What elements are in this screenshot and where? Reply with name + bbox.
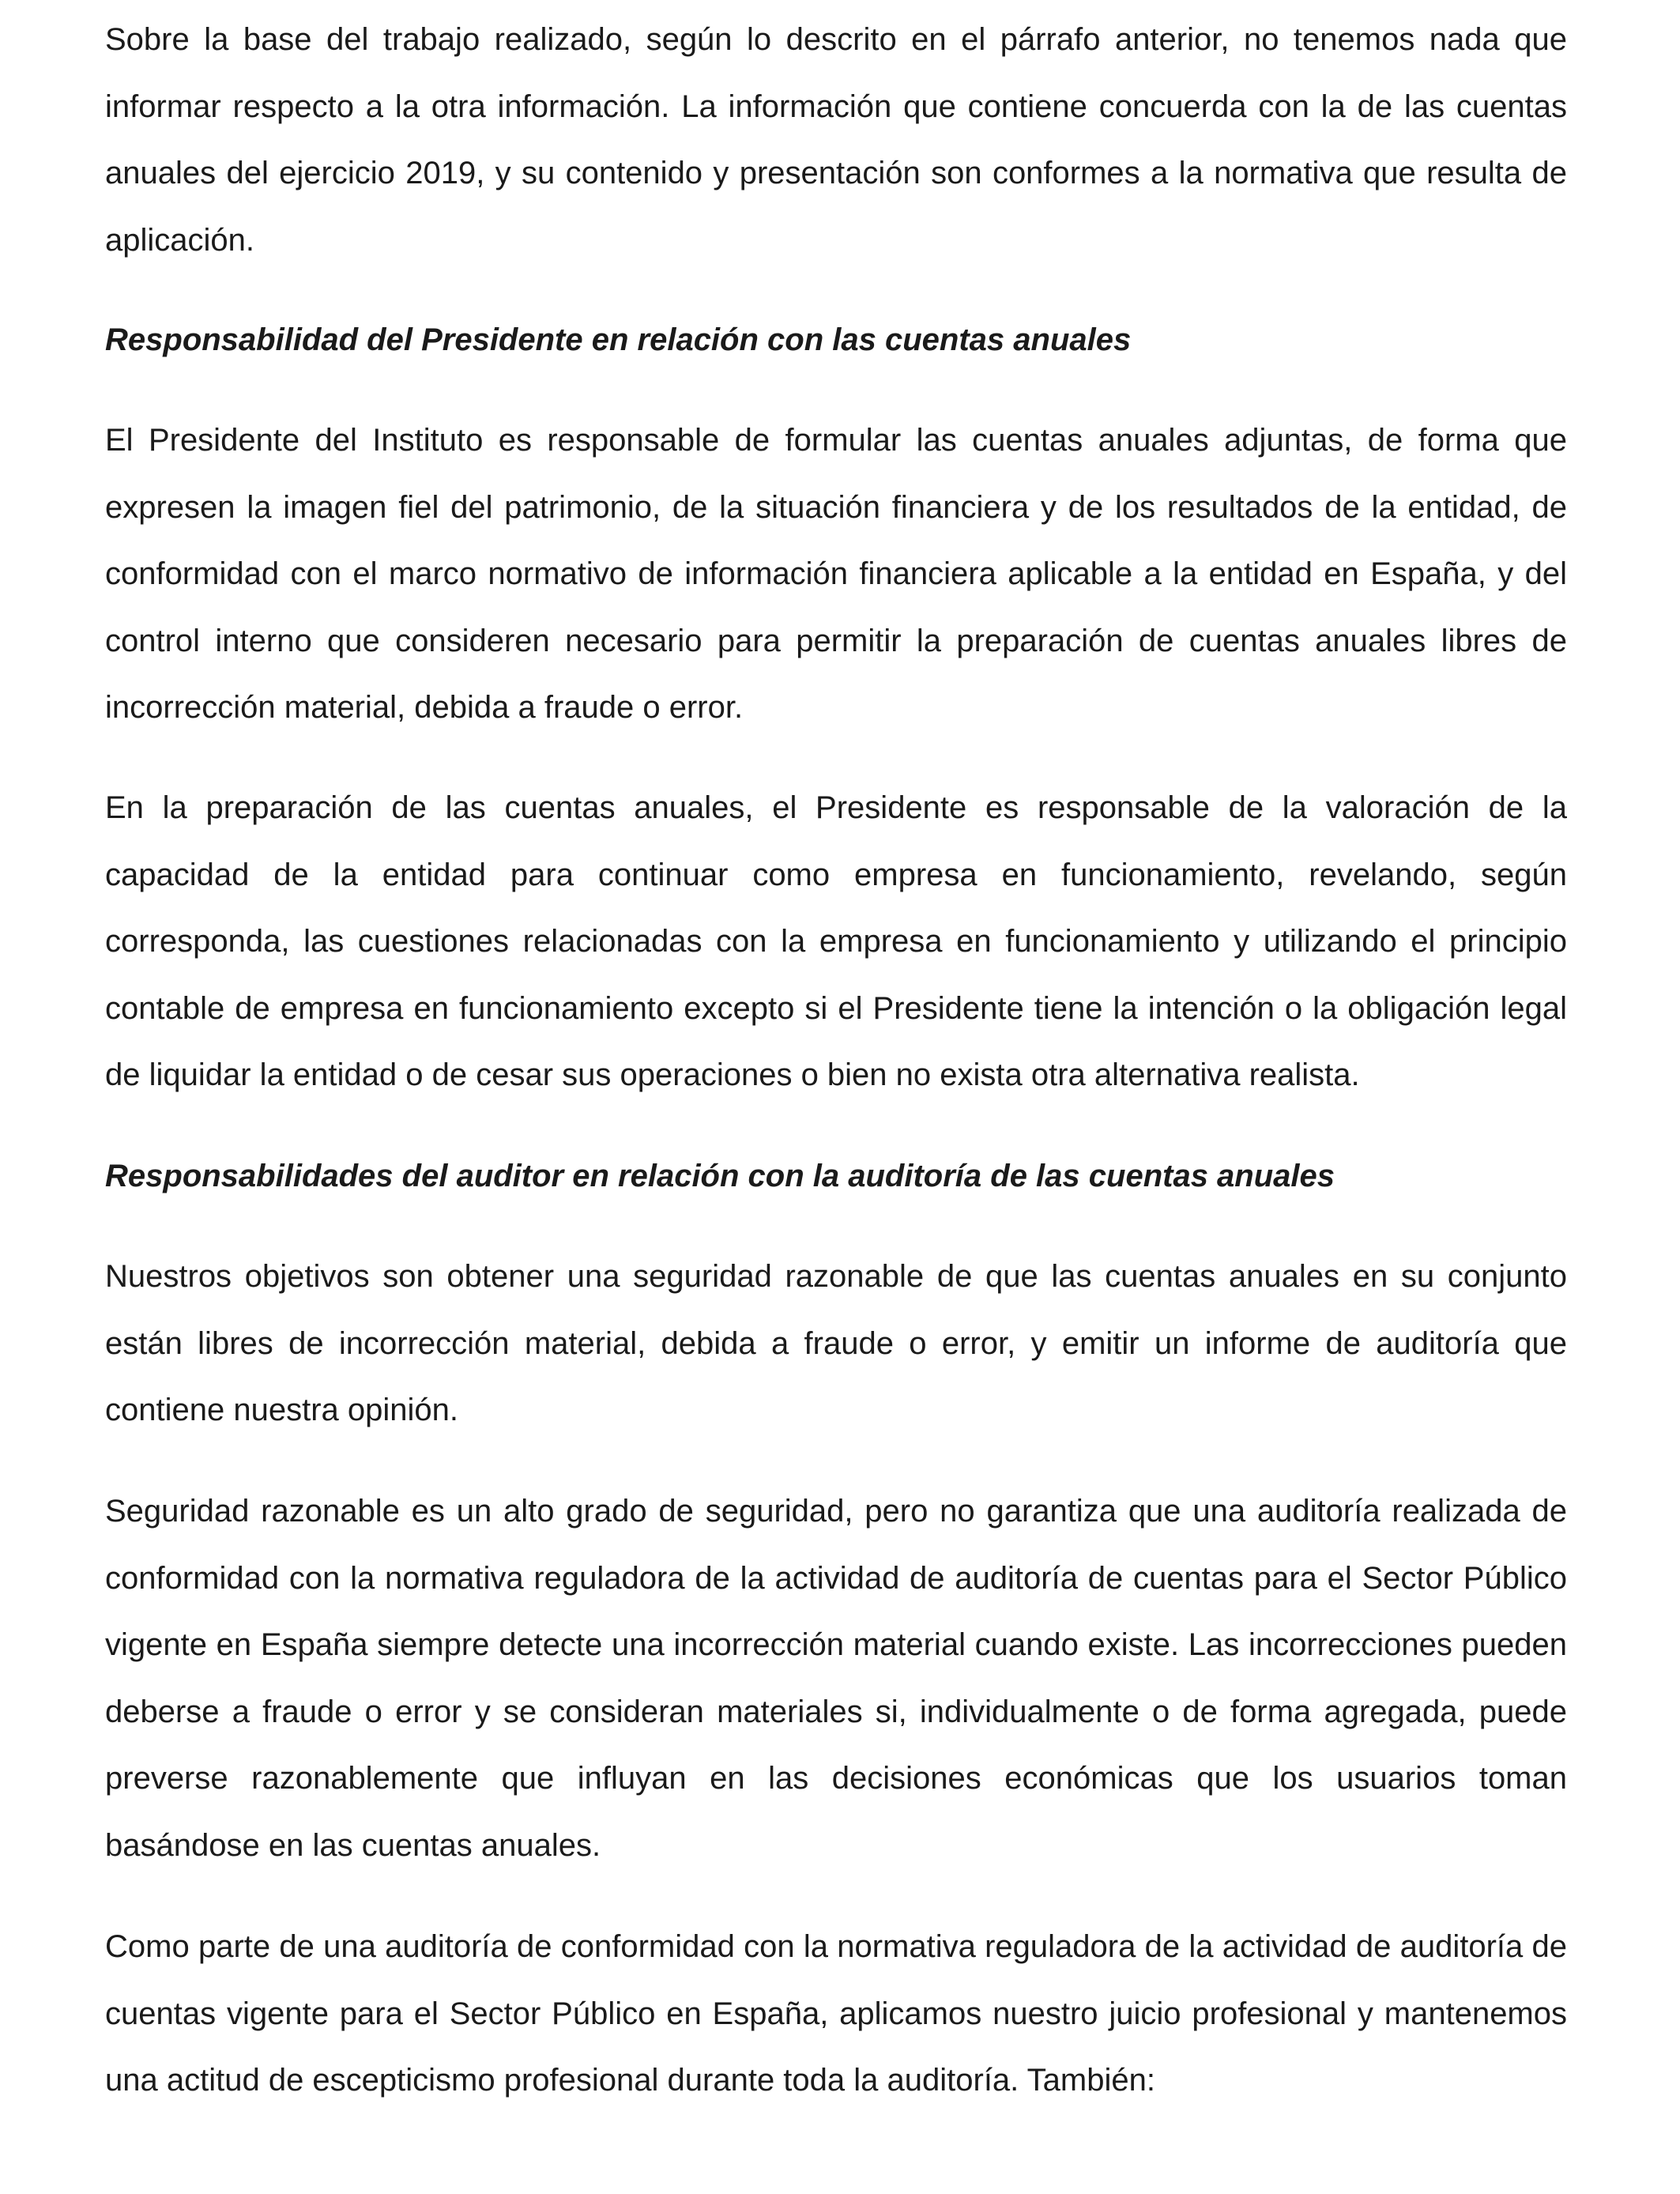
section-heading-president-responsibility: Responsabilidad del Presidente en relación con las cuentas anuales bbox=[105, 322, 1132, 357]
paragraph-professional-judgment: Como parte de una auditoría de conformidad con la normativa reguladora de la actividad de auditoría de cuentas vigente para el Sector Público en España, aplicamos nuestro juicio profesional y mantenemos una actitud de escepticismo profesional durante toda la auditoría. También: bbox=[105, 1929, 1567, 2098]
paragraph-audit-objectives: Nuestros objetivos son obtener una seguridad razonable de que las cuentas anuales en su conjunto están libres de incorrección material, debida a fraude o error, y emitir un informe de auditoría que contiene nuestra opinión. bbox=[105, 1259, 1567, 1427]
paragraph-going-concern: En la preparación de las cuentas anuales, el Presidente es responsable de la valoración de la capacidad de la entidad para continuar como empresa en funcionamiento, revelando, según corresponda, las cuestiones relacionadas con la empresa en funcionamiento y utilizando el principio contable de empresa en funcionamiento excepto si el Presidente tiene la intención o la obligación legal de liquidar la entidad o de cesar sus operaciones o bien no exista otra alternativa realista. bbox=[105, 790, 1567, 1092]
section-heading-auditor-responsibility: Responsabilidades del auditor en relación con la auditoría de las cuentas anuales bbox=[105, 1159, 1335, 1193]
paragraph-reasonable-assurance: Seguridad razonable es un alto grado de seguridad, pero no garantiza que una auditoría realizada de conformidad con la normativa reguladora de la actividad de auditoría de cuentas para el Sector Público vigente en España siempre detecte una incorrección material cuando existe. Las incorrecciones pueden deberse a fraude o error y se consideran materiales si, individualmente o de forma agregada, puede preverse razonablemente que influyan en las decisiones económicas que los usuarios toman basándose en las cuentas anuales. bbox=[105, 1494, 1567, 1863]
paragraph-president-duties: El Presidente del Instituto es responsable de formular las cuentas anuales adjuntas, de forma que expresen la imagen fiel del patrimonio, de la situación financiera y de los resultados de la entidad, de conformidad con el marco normativo de información financiera aplicable a la entidad en España, y del control interno que consideren necesario para permitir la preparación de cuentas anuales libres de incorrección material, debida a fraude o error. bbox=[105, 423, 1567, 725]
paragraph-other-information: Sobre la base del trabajo realizado, según lo descrito en el párrafo anterior, no tenemos nada que informar respecto a la otra información. La información que contiene concuerda con la de las cuentas anuales del ejercicio 2019, y su contenido y presentación son conformes a la normativa que resulta de aplicación. bbox=[105, 22, 1567, 258]
